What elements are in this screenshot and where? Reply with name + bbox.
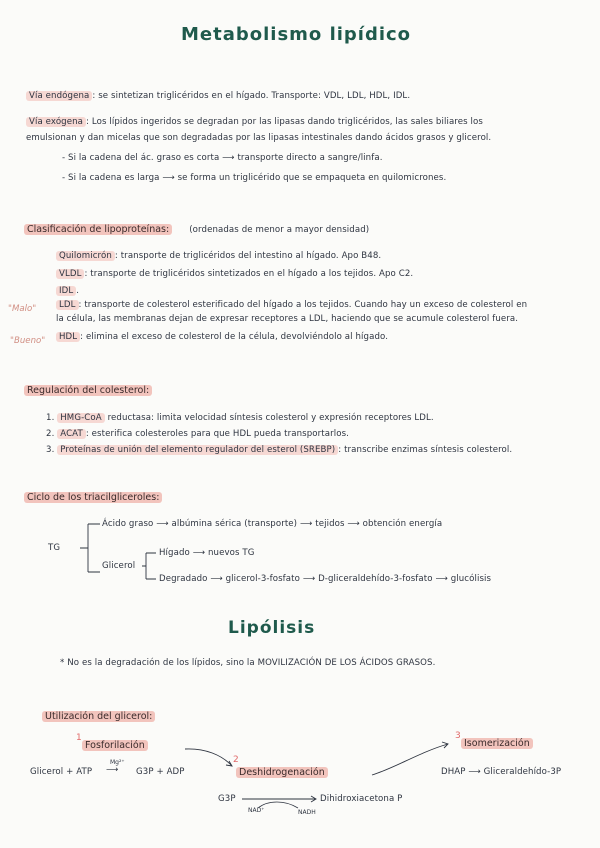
vldl-label: VLDL [56, 269, 84, 279]
ldl-label: LDL [56, 300, 79, 310]
ciclo-degradado-row: Degradado ⟶ glicerol-3-fosfato ⟶ D-gliceraldehído-3-fosfato ⟶ glucólisis [159, 574, 492, 584]
reaction1-arrow: ⟶ [106, 765, 119, 775]
lipoproteina-vldl: VLDL : transporte de triglicéridos sintetizados en el hígado a los tejidos. Apo C2. [56, 269, 413, 279]
reaction1-right: G3P + ADP [136, 767, 185, 777]
reaction3-row: DHAP ⟶ Gliceraldehído-3P [441, 767, 562, 777]
via-exogena-label: Vía exógena [26, 117, 86, 127]
step2-number: 2 [233, 755, 239, 765]
lipoproteina-ldl-line2: la célula, las membranas dejan de expresar receptores a LDL, haciendo que se acumule colesterol fuera. [56, 314, 519, 324]
reaction2-right: Dihidroxiacetona P [320, 794, 403, 804]
ciclo-higado-row: Hígado ⟶ nuevos TG [159, 548, 255, 558]
ciclo-label: Ciclo de los triacilgliceroles: [24, 492, 162, 503]
via-endogena-label: Vía endógena [26, 91, 92, 101]
lipoproteina-quilomicron: Quilomicrón : transporte de triglicéridos del intestino al hígado. Apo B48. [56, 251, 381, 261]
step3-number: 3 [455, 731, 461, 741]
lipolisis-note: * No es la degradación de los lípidos, sino la MOVILIZACIÓN DE LOS ÁCIDOS GRASOS. [60, 658, 436, 668]
hdl-label: HDL [56, 332, 80, 342]
bueno-note: "Bueno" [10, 336, 46, 346]
via-exogena-line2: emulsionan y dan micelas que son degradadas por las lipasas intestinales dando ácidos grasos y glicerol. [26, 133, 492, 143]
lipoproteina-hdl: HDL : elimina el exceso de colesterol de la célula, devolviéndolo al hígado. [56, 332, 388, 342]
via-exogena-bullet1: - Si la cadena del ác. graso es corta ⟶ transporte directo a sangre/linfa. [62, 153, 383, 163]
reaction2-left: G3P [218, 794, 236, 804]
clasificacion-label: Clasificación de lipoproteínas: [24, 224, 172, 235]
lipoproteina-ldl: LDL : transporte de colesterol esterificado del hígado a los tejidos. Cuando hay un exceso de colesterol en [56, 300, 527, 310]
via-exogena-text1: : Los lípidos ingeridos se degradan por las lipasas dando triglicéridos, las sales biliares los [86, 117, 483, 127]
step3-label: Isomerización [461, 738, 533, 749]
reaction1-left: Glicerol + ATP [30, 767, 93, 777]
regulacion-item-1: 1. HMG-CoA reductasa: limita velocidad síntesis colesterol y expresión receptores LDL. [46, 413, 434, 423]
ciclo-glicerol: Glicerol [102, 561, 136, 571]
reaction2-nadh: NADH [298, 809, 316, 816]
lipoproteina-idl: IDL . [56, 286, 79, 296]
utilizacion-heading [42, 711, 155, 722]
via-endogena-text: : se sintetizan triglicéridos en el hígado. Transporte: VDL, LDL, HDL, IDL. [92, 91, 411, 101]
regulacion-item-3: 3. Proteínas de unión del elemento regulador del esterol (SREBP) : transcribe enzimas síntesis colesterol. [46, 445, 513, 455]
step2-label: Deshidrogenación [236, 767, 328, 778]
step1-number: 1 [76, 733, 82, 743]
idl-label: IDL [56, 286, 76, 296]
reaction1-cofactor: Mg²⁺ [110, 759, 125, 766]
quilomicron-label: Quilomicrón [56, 251, 115, 261]
clasificacion-note: (ordenadas de menor a mayor densidad) [189, 225, 370, 235]
lipolisis-title: Lipólisis [228, 618, 316, 638]
malo-note: "Malo" [8, 304, 37, 314]
via-exogena-bullet2: - Si la cadena es larga ⟶ se forma un triglicérido que se empaqueta en quilomicrones. [62, 173, 447, 183]
ciclo-acido-row: Ácido graso ⟶ albúmina sérica (transporte) ⟶ tejidos ⟶ obtención energía [102, 519, 443, 529]
page-title: Metabolismo lipídico [181, 24, 412, 45]
reaction2-nad: NAD⁺ [248, 807, 265, 814]
regulacion-item-2: 2. ACAT : esterifica colesteroles para que HDL pueda transportarlos. [46, 429, 350, 439]
utilizacion-label: Utilización del glicerol: [42, 711, 155, 722]
regulacion-label: Regulación del colesterol: [24, 385, 152, 396]
step1-label: Fosforilación [82, 740, 148, 751]
ciclo-tg: TG [48, 543, 61, 553]
